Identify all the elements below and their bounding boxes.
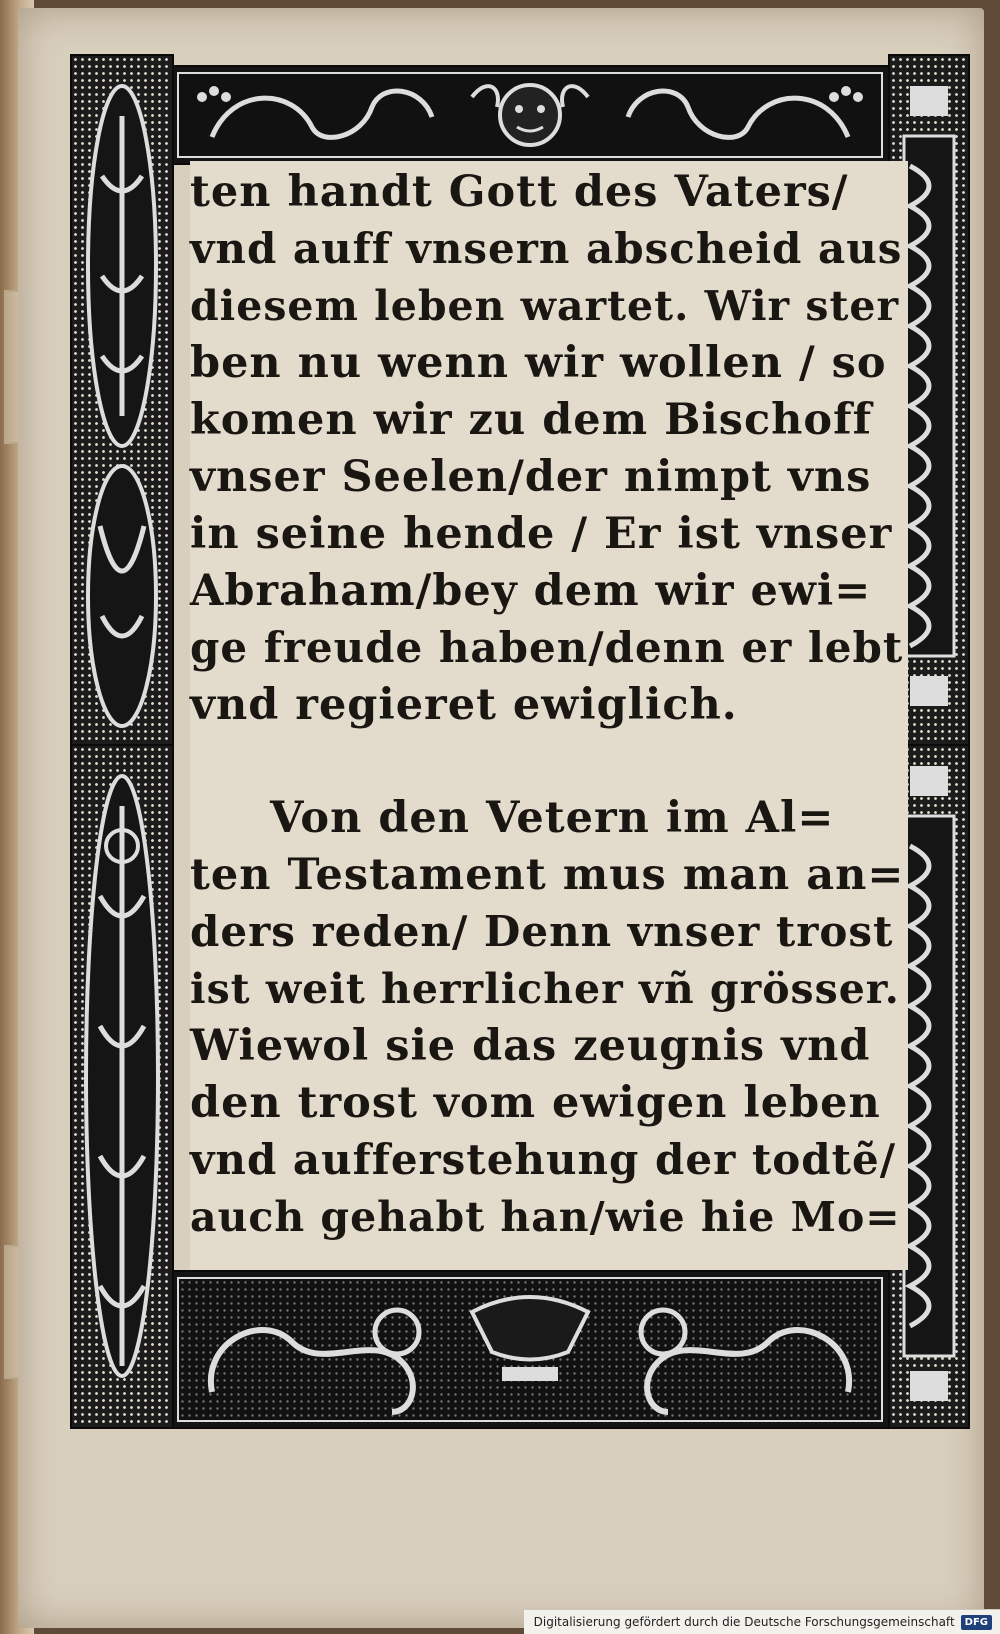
text-line: vnd aufferstehung der todtẽ/ [190, 1135, 897, 1184]
text-line: ist weit herrlicher vñ grösser. [190, 965, 900, 1013]
text-line: auch gehabt han/wie hie Mo= [190, 1193, 901, 1241]
text-line: den trost vom ewigen leben [190, 1078, 881, 1128]
text-line: ten handt Gott des Vaters/ [190, 167, 849, 217]
text-line: ge freude haben/denn er lebt [190, 623, 904, 672]
footer-text: Digitalisierung gefördert durch die Deutsche Forschungsgemeinschaft [533, 1615, 955, 1629]
book-page [18, 8, 984, 1628]
text-line: ben nu wenn wir wollen / so [190, 338, 887, 388]
text-line: Von den Vetern im Al= [270, 793, 835, 843]
digitization-footer [524, 1609, 1000, 1634]
left-ornament-border-top [70, 54, 174, 746]
text-line: Wiewol sie das zeugnis vnd [190, 1021, 871, 1071]
left-ornament-border-bottom [70, 744, 174, 1429]
text-line: vnd auff vnsern abscheid aus [190, 224, 903, 273]
text-line: ten Testament mus man an= [190, 850, 905, 900]
text-line: vnd regieret ewiglich. [190, 680, 738, 730]
text-line: in seine hende / Er ist vnser [190, 509, 893, 559]
text-line: Abraham/bey dem wir ewi= [190, 566, 872, 616]
text-line: ders reden/ Denn vnser trost [190, 907, 894, 956]
bottom-ornament-border [170, 1270, 890, 1429]
text-line: vnser Seelen/der nimpt vns [190, 452, 872, 502]
text-line: komen wir zu dem Bischoff [190, 395, 873, 445]
dfg-logo-icon: DFG [961, 1615, 992, 1630]
text-block-2 [190, 751, 908, 1270]
top-ornament-border [170, 65, 890, 165]
text-block-1 [190, 161, 908, 751]
text-line: diesem leben wartet. Wir ster [190, 282, 900, 330]
